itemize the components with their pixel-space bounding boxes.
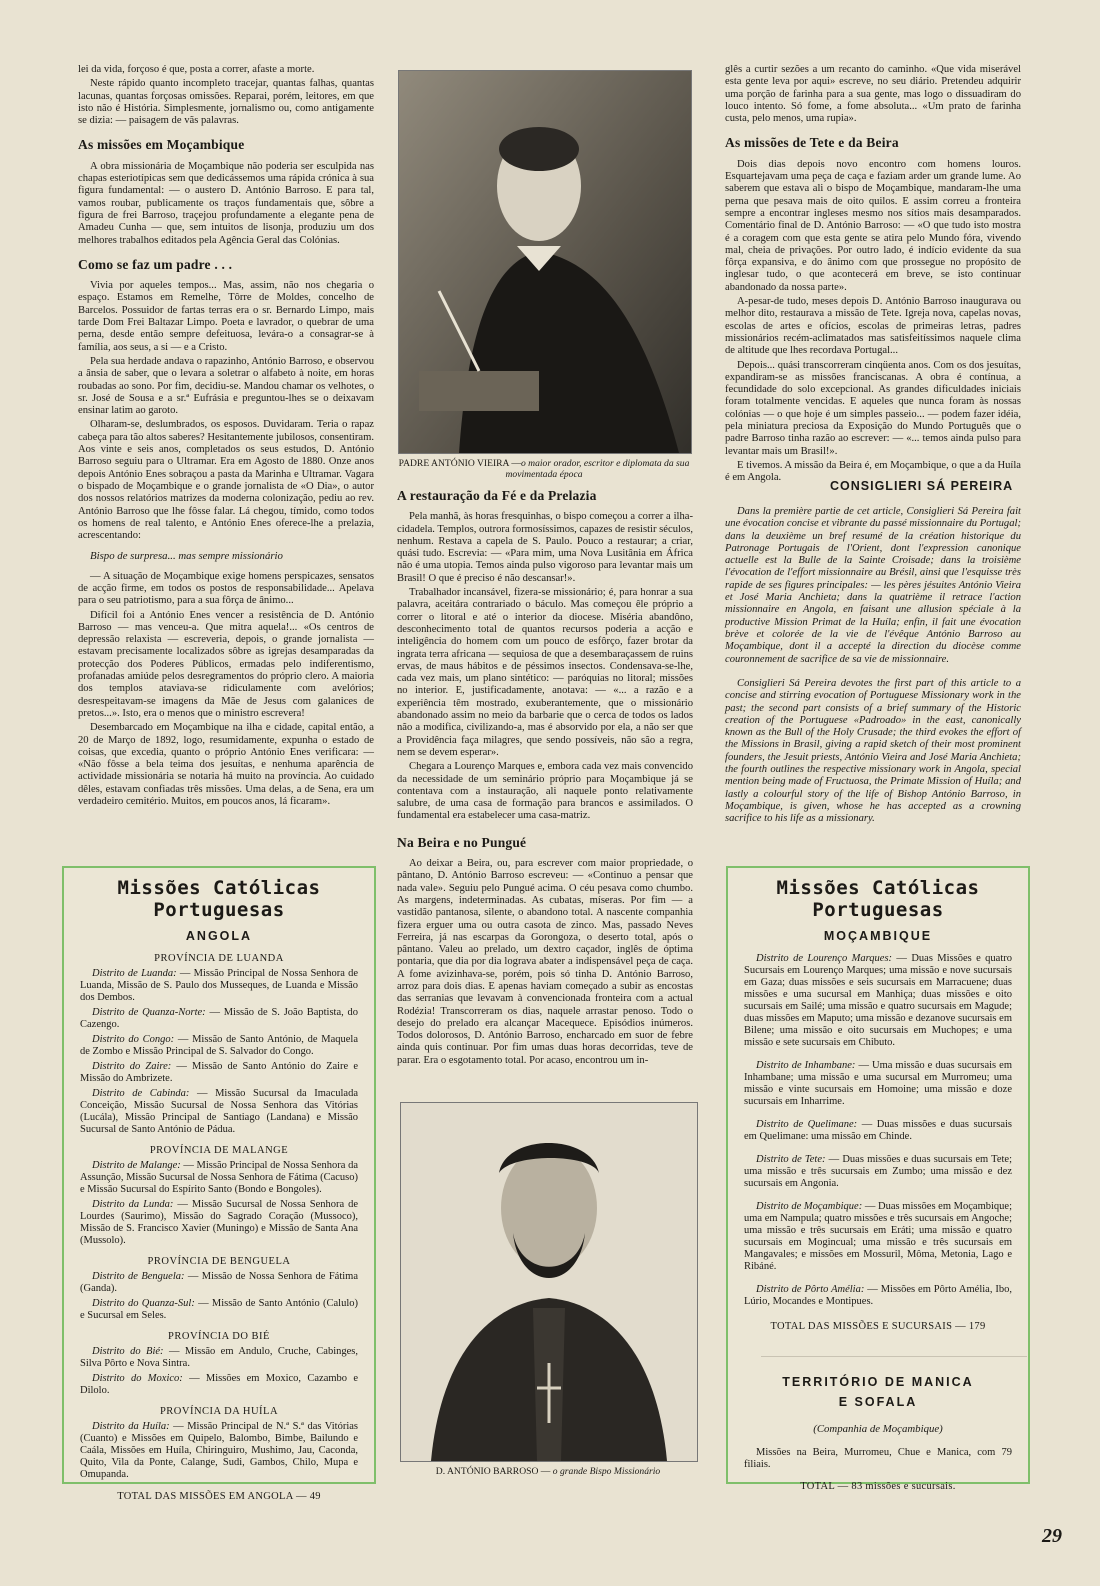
province-heading: PROVÍNCIA DE LUANDA (154, 953, 284, 964)
col1-bispo-text (78, 571, 374, 809)
district-missions: — Duas missões em Moçambique; uma em Nampula; quatro missões e três sucursais em Angoche; uma missão e três sucursais em Eráti; uma missão e quatro sucursais em Mogincual; uma missão e três sucursais em Mangavales; e missões em Mossuril, Môma, Metonia, Lago e Ribáné. (744, 1201, 1012, 1272)
district-missions: — Uma missão e duas sucursais em Inhambane; uma missão e uma sucursal em Murromeu; uma missão e vinte sucursais em Homoine; uma missão e doze sucursais em Inharrime. (744, 1060, 1012, 1107)
district-name: Distrito de Cabinda: (92, 1088, 190, 1099)
paragraph: glês a curtir sezões a um recanto do caminho. «Que vida miserável esta gente leva por aqui» escreve, no seu diário. Pretendeu adquirir uma porção de farinha para a sua gente, mas logo o dissuadiram do louco intento. Só fome, a fome absoluta... «Um prato de farinha custa, pelo menos, uma rupia». (725, 64, 1021, 125)
district-missions: — Duas missões e duas sucursais em Tete; uma missão e três sucursais em Zumbo; uma missão e dez sucursais em Angonia. (744, 1154, 1012, 1189)
district-missions: — Duas missões e duas sucursais em Quelimane: uma missão em Chinde. (744, 1119, 1013, 1142)
district-missions: — Duas Missões e quatro Sucursais em Lourenço Marques; uma missão e nove sucursais em Gaza; duas missões e seis sucursais em Marracuene; duas missões e uma sucursal em Manhiça; duas missões e oito sucursais em Sailé; uma missão e quatro sucursais em Magude; duas missões em Maputo; uma missão e dezanove sucursais em Bilene; uma missão e oito sucursais em Muchopes; e uma missão e sete sucursais em Chibuto. (744, 953, 1012, 1048)
district-missions: — Missão de Nossa Senhora de Fátima (Ganda). (80, 1271, 358, 1294)
paragraph: A obra missionária de Moçambique não poderia ser esculpida nas chapas esteriotípicas sem que dedicássemos uma rápida crónica à sua figura fundamental: — o austero D. António Barroso. E para tal, vamos roubar, publicamente os traços fundamentais que, sôbre a figura de frei Barroso, traçejou profundamente a elegante pena de Amadeu Cunha — que, sem intuitos de lisonja, produziu um dos melhores trabalhos editados pela Agência Geral das Colónias. (78, 160, 374, 246)
subheading-bispo-surpresa: Bispo de surpresa... mas sempre missionário (90, 550, 283, 563)
portrait-d-antonio-barroso (400, 1102, 698, 1462)
district-missions: — Missão de Santo António, de Maquela de Zombo e Missão Principal de S. Salvador do Congo. (80, 1034, 358, 1057)
column-left (78, 64, 374, 810)
paragraph: Trabalhador incansável, fizera-se missionário; é, para honrar a sua palavra, aceitára contrariado o báculo. Mas começou êle próprio a correr o litoral e até o interior da diocese. Miséria abandôno, desconhecimento total de quantos recursos poderia a acção e inteligência do homem com um pouco de esfôrço, fazer brotar da ingrata terra africana — sequiosa de que a desembaraçassem de ruins ervas, de maus hábitos e de péssimos insectos. Condensava-se-lhe, cada vez mais, um plano sintético: — paróquias no litoral; missões no interior. E, justificadamente, anotava: — «... a razão e a experiência têm mostrado, exuberantemente, que o missionário abandonado assim no meio da barbarie que o cerca de todos os lados não a modifica, civilizando-a, mas é absorvido por ela, a não ser que a Providência faça milagres, que sendo possíveis, não são a regra, nem se devem esperar». (397, 587, 693, 758)
district-entry (80, 1088, 358, 1136)
paragraph: Neste rápido quanto incompleto tracejar, quantas falhas, quantas lacunas, quantas forçosas omissões. Reparai, porém, leitores, em que isto não é História. Simplesmente, jornalismo ou, como antigamente se dizia: — paisagem de vãs palavras. (78, 78, 374, 127)
district-name: Distrito de Quelimane: (756, 1119, 858, 1130)
district-name: Distrito da Lunda: (92, 1199, 174, 1210)
paragraph: A-pesar-de tudo, meses depois D. António Barroso inaugurava ou melhor dito, restaurava a missão de Tete. Igreja nova, capelas novas, escolas de artes e ofícios, escolas de primeiras letras, padres missionários recém-aclimatados mas satisfeitíssimos naquele clima de altitude que lhes recordava Portugal... (725, 296, 1021, 357)
district-name: Distrito de Inhambane: (756, 1060, 856, 1071)
district-missions: — Missão em Andulo, Cruche, Cabinges, Silva Pôrto e Nova Sintra. (80, 1346, 358, 1369)
page-number: 29 (1042, 1525, 1062, 1547)
district-name: Distrito de Luanda: (92, 968, 177, 979)
paragraph: Olharam-se, deslumbrados, os esposos. Duvidaram. Teria o rapaz cabeça para tão altos saberes? Hesitantemente jubilosos, consentiram. Aos vinte e seis anos, completados os seus estudos, D. António Barroso seguiu para o Ultramar. Era em Agosto de 1880. Onze anos depois António Enes sobraçou a pasta da Marinha e Ultramar. Vagara o bispado de Moçambique e o grande jornalista de «O Dia», o autor dos nossos relatórios matrizes da moderna colonização, pediu ao rev. António Barroso que lhe fôsse falar. Lá chegou, tímido, como todos os homens de real talento, e António Enes oferece-lhe a prelazia, acrescentando: (78, 419, 374, 542)
district-entry (744, 1201, 1012, 1273)
district-entry (80, 968, 358, 1004)
caption-vieira-name: PADRE ANTÓNIO VIEIRA — (398, 458, 521, 469)
barroso-engraving-illustration (401, 1103, 697, 1461)
district-missions: — Missão Principal de N.ª S.ª das Vitórias (Cuanto) e Missões em Quipelo, Balombo, Bimbe, Bailundo e Caála, Missões em Huíla, Chiringuiro, Mushimo, Jau, Caconda, Quito, Vila da Ponte, Calange, Sudi, Gambos, Chilo, Mupa e Omupanda. (80, 1421, 359, 1480)
district-entry (80, 1298, 358, 1322)
district-entry (744, 953, 1012, 1049)
district-entry (80, 1199, 358, 1247)
district-entry (744, 1154, 1012, 1190)
district-name: Distrito de Malange: (92, 1160, 181, 1171)
district-missions: — Missão Principal de Nossa Senhora da Assunção, Missão Sucursal de Nossa Senhora de Fátima (Cacuso) e Missão Sucursal do Espírito Santo (Bondo e Bongoles). (80, 1160, 359, 1195)
col2-fe-text (397, 511, 693, 822)
district-name: Distrito de Tete: (756, 1154, 826, 1165)
territory-total: TOTAL — 83 missões e sucursais. (800, 1481, 956, 1492)
district-name: Distrito do Quanza-Sul: (92, 1298, 195, 1309)
district-missions: — Missão Sucursal da Imaculada Conceição, Missão Sucursal de Nossa Senhora das Vitórias (Lucála), Missão Principal de Santiago (Landana) e Missão Sucursal de Santo António de Pádua. (80, 1088, 358, 1135)
district-name: Distrito de Moçambique: (756, 1201, 863, 1212)
caption-barroso (396, 1466, 700, 1477)
district-entry (80, 1271, 358, 1295)
paragraph: — A situação de Moçambique exige homens perspicazes, sensatos de acção firme, em todos os postos de responsabilidade... Apelava para o seu patriotismo, para a sua fôrça de ânimo... (78, 570, 374, 607)
caption-vieira-desc: o maior orador, escritor e diplomata da sua movimentada época (505, 458, 690, 480)
district-entry (80, 1061, 358, 1085)
column-right (725, 64, 1021, 487)
district-entry (80, 1034, 358, 1058)
col1-mocambique-text (78, 161, 374, 247)
paragraph: Dois dias depois novo encontro com homens louros. Esquartejavam uma peça de caça e faziam arder um grande lume. Ao saberem que estava ali o bispo de Moçambique, mandaram-lhe uma perna que pesava mais de oito quilos. E assim correu a fronteira sempre a encontrar ingleses mesmo nos sítios mais desamparados. Comentário final de D. António Barroso: — «O que tudo isto mostra é a coragem com que esta gente se atira pelo Mundo fóra, vivendo mal, cheia de privações. Por outro lado, é indício evidente da sua fôrça expansiva, e do ânimo com que prossegue no propósito de inglesar tudo, o que acontecerá em breve, se isto continuar abandonado da nossa parte». (725, 158, 1021, 293)
district-name: Distrito de Benguela: (92, 1271, 185, 1282)
english-summary (725, 678, 1021, 828)
district-entry (80, 1373, 358, 1397)
box-missoes-angola (62, 866, 376, 1502)
caption-barroso-name: D. ANTÓNIO BARROSO — (435, 1466, 551, 1477)
box-angola-subtitle: ANGOLA (185, 929, 253, 943)
heading-restauracao-fe: A restauração da Fé e da Prelazia (397, 488, 597, 503)
district-name: Distrito de Pôrto Amélia: (756, 1284, 865, 1295)
box-mocambique-subtitle: MOÇAMBIQUE (823, 929, 933, 943)
district-missions: — Missões em Pôrto Amélia, Ibo, Lúrio, Mocandes e Montipues. (744, 1284, 1012, 1307)
box-missoes-mocambique (726, 866, 1030, 1492)
paragraph: Pela manhã, às horas fresquinhas, o bispo começou a correr a ilha-cidadela. Templos, outrora formosíssimos, capazes de resistir séculos, nenhum. Restava a capela de S. Paulo. Pouco a restaurar; a criar, quási tudo. Escrevia: — «Para mim, uma Nova Lusitânia em África não é uma utopia. Temos ainda pulso vigoroso para levantar mais um Brasil! O que é preciso é não descansar!». (397, 511, 693, 584)
caption-barroso-desc: o grande Bispo Missionário (552, 1466, 661, 1477)
box-mocambique-body (728, 953, 1028, 1308)
district-entry (80, 1007, 358, 1031)
district-name: Distrito de Quanza-Norte: (92, 1007, 206, 1018)
district-missions: — Missão Sucursal de Nossa Senhora de Lourdes (Saurimo), Missão do Sagrado Coração (Mussoco), Missão de S. Francisco Xavier (Muningo) e Missão de Santa Ana (Mussolo). (80, 1199, 358, 1246)
district-missions: — Missão Principal de Nossa Senhora de Luanda, Missão de S. Paulo dos Musseques, de Luanda e Missão dos Dembos. (80, 968, 359, 1003)
paragraph: Ao deixar a Beira, ou, para escrever com maior propriedade, o pântano, D. António Barroso escreveu: — «Continuo a pensar que nada vale». Seguiu pelo Pungué acima. O céu pesava como chumbo. As margens, indeterminadas. As cubatas, míseras. Por fim — a vastidão pantanosa, silente, o abandono total. A nascente companhia fizera erguer uma ou outra casota de zinco. Mas, passado Neves Ferreira, já nas escarpas da Gorongoza, o deserto total, após o pântano. Valeu ao prelado, um dextro caçador, inglês de óptima pontaria, que dia por dia lograva abater a indispensável peça de caça. A fome avizinhava-se, porém, pois só tinha D. António Barroso, arroz para dois dias. E apenas haviam começado a subir as encostas das serranias que levavam à convencionada fronteira com a actual Rodézia! Transcorreram os dias, naquele arrastar penoso. Todo o desejo do prelado era alcançar Macequece. Episódios inúmeros. Todos dolorosos, D. António Barroso, encharcado em suor de febre ainda quis continuar. Por fim umas duas horas decorridas, teve de parar. Era o esgotamento total. Por acaso, encontrou um in- (397, 858, 693, 1066)
district-missions: — Missão de Santo António do Zaire e Missão do Ambrizete. (80, 1061, 358, 1084)
territory-title-1: TERRITÓRIO DE MANICA (782, 1375, 974, 1389)
paragraph: Chegara a Lourenço Marques e, embora cada vez mais convencido da necessidade de um seminário próprio para Moçambique já se contentava com a instauração, ali naquele ponto relativamente salubre, de uma casa de formação para brancos e assimilados. O fundamental era estabelecer uma casa-matriz. (397, 761, 693, 822)
paragraph: E tivemos. A missão da Beira é, em Moçambique, o que a da Huíla é em Angola. (725, 459, 1021, 484)
district-name: Distrito do Moxico: (92, 1373, 183, 1384)
district-entry (80, 1160, 358, 1196)
paragraph: Desembarcado em Moçambique na ilha e cidade, capital então, a 20 de Março de 1892, logo, resumidamente, expunha o estado de coisas, que excedia, quanto o próprio António Enes verificara: — «Não fôsse a bela teima dos jesuítas, e nenhuma aparência de actividade missionária se notaria há muito na província. Ao cuidado dêles, estavam confiadas três missões. Uma delas, a de Sena, era um verdadeiro cemitério. Muitos, em poucos anos, lá ficaram». (78, 722, 374, 808)
district-missions: — Missão de Santo António (Calulo) e Sucursal em Seles. (80, 1298, 358, 1321)
district-missions: — Missões em Moxico, Cazambo e Dilolo. (80, 1373, 358, 1396)
province-heading: PROVÍNCIA DA HUÍLA (159, 1406, 279, 1417)
territory-title-2: E SOFALA (838, 1395, 918, 1409)
district-entry (80, 1346, 358, 1370)
column-middle (397, 484, 693, 1069)
district-entry (80, 1421, 358, 1481)
territory-text-p: Missões na Beira, Murromeu, Chue e Manica, com 79 filiais. (744, 1447, 1012, 1470)
box-divider (761, 1356, 1027, 1357)
box-mocambique-total: TOTAL DAS MISSÕES E SUCURSAIS — 179 (770, 1321, 986, 1332)
col3-intro (725, 64, 1021, 125)
heading-como-se-faz-padre: Como se faz um padre . . . (78, 256, 233, 272)
district-missions: — Missão de S. João Baptista, do Cazengo. (80, 1007, 358, 1030)
paragraph: Difícil foi a António Enes vencer a resistência de D. António Barroso — mas venceu-a. Que mitra aquela!... «Os centros de depressão relaxista — escreveria, depois, o grande jornalista — estavam precisamente localizados sôbre as igrejas desamparadas da protecção dos Poderes Públicos, ermadas pelo indiferentismo, profanadas amiúde pelos desregramentos do próprio clero. A maioria dos templos ataviava-se ridìculamente com avelórios; desrespeitavam-se imagens da Mãe de Jesus com galanices de pretos...». Isto, era o menos que o ministro escrevera! (78, 609, 374, 719)
province-heading: PROVÍNCIA DO BIÉ (168, 1331, 270, 1342)
caption-vieira (392, 458, 696, 480)
province-heading: PROVÍNCIA DE MALANGE (149, 1145, 289, 1156)
box-angola-title: Missões Católicas Portuguesas (117, 877, 321, 921)
territory-text (728, 1447, 1028, 1471)
district-name: Distrito do Zaire: (92, 1061, 172, 1072)
paragraph: lei da vida, forçoso é que, posta a correr, afaste a morte. (78, 64, 315, 75)
french-summary-text: Dans la première partie de cet article, Consiglieri Sá Pereira fait une évocation concise et vibrante du passé missionnaire du Portugal; dans la deuxième un bref resumé de la création historique du Patronage Portugais de l'Orient, dont l'expression canonique actuelle est la Bulle de la Sainte Croisade; dans la troisième l'évocation de l'effort missionnaire au Brésil, ainsi que l'esquisse très rapide de ses figures principales: — les pères jésuites António Vieira et José Maria Anchieta; dans la quatrième il retrace l'action missionnaire en Angola, en faisant une allusion spéciale à la productive Mission Primat de la Huíla; enfin, il fait une évocation brève et colorée de la vie de l'évêque António Barroso au Moçambique, dont il a accepté la direction du diocèse comme couronnement de sacrifice de sa vie de missionnaire. (725, 506, 1021, 665)
district-entry (744, 1119, 1012, 1143)
box-mocambique-title: Missões Católicas Portuguesas (776, 877, 980, 921)
heading-beira-pungue: Na Beira e no Pungué (397, 834, 527, 850)
author-name: CONSIGLIERI SÁ PEREIRA (830, 479, 1014, 493)
district-name: Distrito da Huíla: (92, 1421, 170, 1432)
box-angola-body (64, 953, 374, 1481)
district-name: Distrito do Congo: (92, 1034, 175, 1045)
district-entry (744, 1060, 1012, 1108)
english-summary-text: Consiglieri Sá Pereira devotes the first part of this article to a concise and stirring evocation of Portuguese Missionary work in the past; the second part consists of a brief summary of the Historic creation of the Portuguese «Padroado» in the east, canonically known as the Bull of the Holy Crusade; the third evokes the effort of the Missions in Brasil, giving a rapid sketch of their most prominent founders, the Jesuit priests, António Vieira and José Maria Anchieta; the fourth outlines the respective missionary work in Angola, special mention being made of Fructuosa, the Primate Mission of Huíla; and lastly a colourful story of the life of Bishop António Barroso, in Moçambique, is given, whose he has accepted as a crowning sacrifice to his life as a missionary. (725, 678, 1021, 825)
col2-beira-text (397, 858, 693, 1067)
col1-padre-text (78, 280, 374, 542)
portrait-padre-antonio-vieira (398, 70, 692, 454)
heading-missoes-tete-beira: As missões de Tete e da Beira (725, 135, 899, 151)
paragraph: Depois... quási transcorreram cinqüenta anos. Com os dos jesuítas, expandiram-se as missões franciscanas. A obra é contínua, a fecundidade do solo excepcional. As grandes dificuldades iniciais foram totalmente vencidas. E aqueles que nunca foram às nossas colónias — o que hoje é um simples passeio... — podem fazer idéia, pela miniatura preciosa da Exposição do Mundo Português que o padre Barroso tinha razão ao escrever: — «... temos ainda pulso para levantar mais um Brasil!». (725, 359, 1021, 457)
province-heading: PROVÍNCIA DE BENGUELA (147, 1256, 291, 1267)
col1-intro (78, 64, 374, 127)
district-entry (744, 1284, 1012, 1308)
vieira-engraving-illustration (399, 71, 691, 453)
paragraph: Vivia por aqueles tempos... Mas, assim, não nos chegaria o espaço. Estamos em Remelhe, Tôrre de Moldes, concelho de Barcelos. Possuidor de fartas terras era o sr. Bernardo Limpo, mais tarde Dom Frei Baltazar Limpo. Poeta e lavrador, o quebrar de uma perna, desde então sempre defeituosa, levára-o a consagrar-se à família, aos seus, a si — e a Cristo. (78, 280, 374, 353)
box-angola-total: TOTAL DAS MISSÕES EM ANGOLA — 49 (117, 1491, 321, 1502)
french-summary (725, 506, 1021, 668)
heading-missoes-mocambique: As missões em Moçambique (78, 137, 245, 153)
district-name: Distrito do Bié: (92, 1346, 164, 1357)
territory-company: (Companhia de Moçambique) (813, 1423, 943, 1435)
paragraph: Pela sua herdade andava o rapazinho, António Barroso, e observou a ânsia de saber, que o levara a soletrar o alfabeto à noite, em horas roubadas ao sono. Por fim, decidiu-se. Mandou chamar os velhotes, o sr. José de Sousa e a sr.ª Eufrásia e preguntou-lhes se o deixavam ensinar latim ao garoto. (78, 355, 374, 417)
district-name: Distrito de Lourenço Marques: (756, 953, 893, 964)
col3-tete-text (725, 159, 1021, 485)
